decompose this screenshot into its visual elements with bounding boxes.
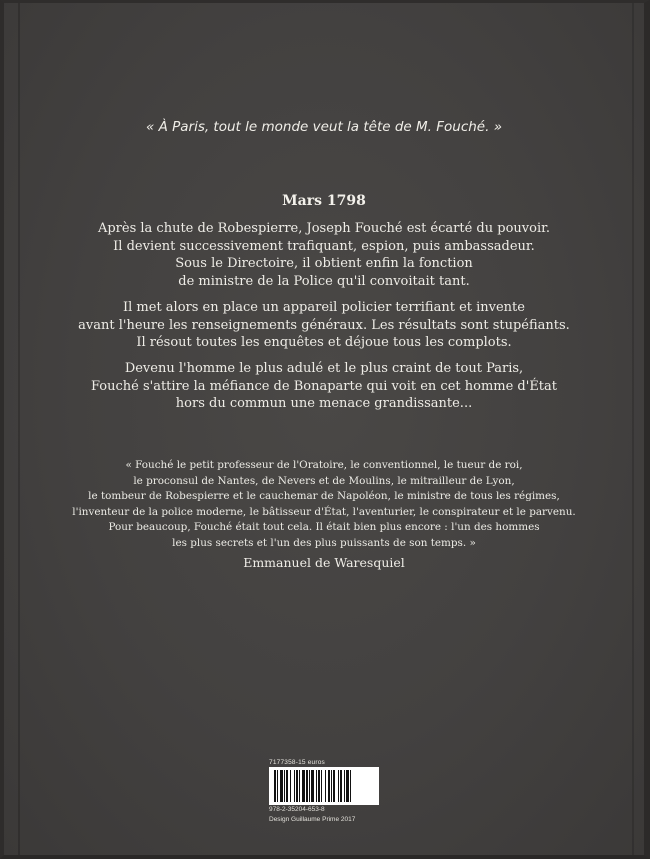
barcode-bar [309,770,310,802]
blurb-line: Après la chute de Robespierre, Joseph Fouché est écarté du pouvoir. [97,221,551,236]
barcode-bar [346,770,349,802]
barcode-bar [328,770,330,802]
review-quote [4,458,644,551]
quote-line: « Fouché le petit professeur de l'Oratoire, le conventionnel, le tueur de roi, [125,459,523,471]
barcode [269,767,379,805]
barcode-bar [316,770,317,802]
barcode-bar [350,770,351,802]
barcode-bars [273,770,375,802]
barcode-bar [286,770,288,802]
barcode-bar [280,770,283,802]
barcode-bar [290,770,291,802]
quote-line: l'inventeur de la police moderne, le bâtisseur d'État, l'aventurier, le conspirateur et le parvenu. [72,505,576,518]
quote-line: les plus secrets et l'un des plus puissants de son temps. » [172,536,476,549]
blurb-line: avant l'heure les renseignements généraux. Les résultats sont stupéfiants. [78,317,570,333]
blurb-line: Il devient successivement trafiquant, espion, puis ambassadeur. [113,238,535,254]
barcode-bar [299,770,300,802]
tagline: « À Paris, tout le monde veut la tête de M. Fouché. » [145,119,503,135]
quote-line: le tombeur de Robespierre et le cauchemar de Napoléon, le ministre de tous les régimes, [88,490,560,502]
blurb-line: Sous le Directoire, il obtient enfin la fonction [175,256,473,271]
barcode-bar [311,770,314,802]
barcode-bar [325,770,326,802]
blurb-line: hors du commun une menace grandissante... [175,396,473,411]
blurb-line: Il résout toutes les enquêtes et déjoue tous les complots. [136,335,512,350]
barcode-bar [331,770,332,802]
blurb-line: Devenu l'homme le plus adulé et le plus craint de tout Paris, [124,361,524,376]
barcode-bar [318,770,320,802]
quote-line: le proconsul de Nantes, de Nevers et de Moulins, le mitrailleur de Lyon, [133,474,515,487]
isbn-number: 978-2-35204-653-8 [269,806,325,813]
quote-line: Pour beaucoup, Fouché était tout cela. Il était bien plus encore : l'un des hommes [108,521,540,533]
blurb-paragraph-1 [4,220,644,290]
barcode-bar [338,770,339,802]
design-credit: Design Guillaume Prime 2017 [269,816,356,823]
quote-author: Emmanuel de Waresquiel [243,555,405,570]
barcode-bar [344,770,345,802]
barcode-bar [284,770,285,802]
barcode-bar [274,770,276,802]
blurb-title: Mars 1798 [282,193,366,209]
price-code: 7177358-15 euros [269,759,325,766]
barcode-bar [296,770,298,802]
blurb-line: Fouché s'attire la méfiance de Bonaparte qui voit en cet homme d'État [90,378,558,394]
barcode-bar [302,770,305,802]
barcode-bar [333,770,335,802]
barcode-bar [306,770,308,802]
barcode-bar [321,770,322,802]
blurb-paragraph-2 [4,299,644,352]
blurb-line: de ministre de la Police qu'il convoitait tant. [178,273,470,289]
barcode-bar [340,770,342,802]
blurb-paragraph-3 [4,360,644,413]
barcode-bar [294,770,295,802]
barcode-bar [277,770,278,802]
blurb-line: Il met alors en place un appareil policier terrifiant et invente [123,300,525,315]
